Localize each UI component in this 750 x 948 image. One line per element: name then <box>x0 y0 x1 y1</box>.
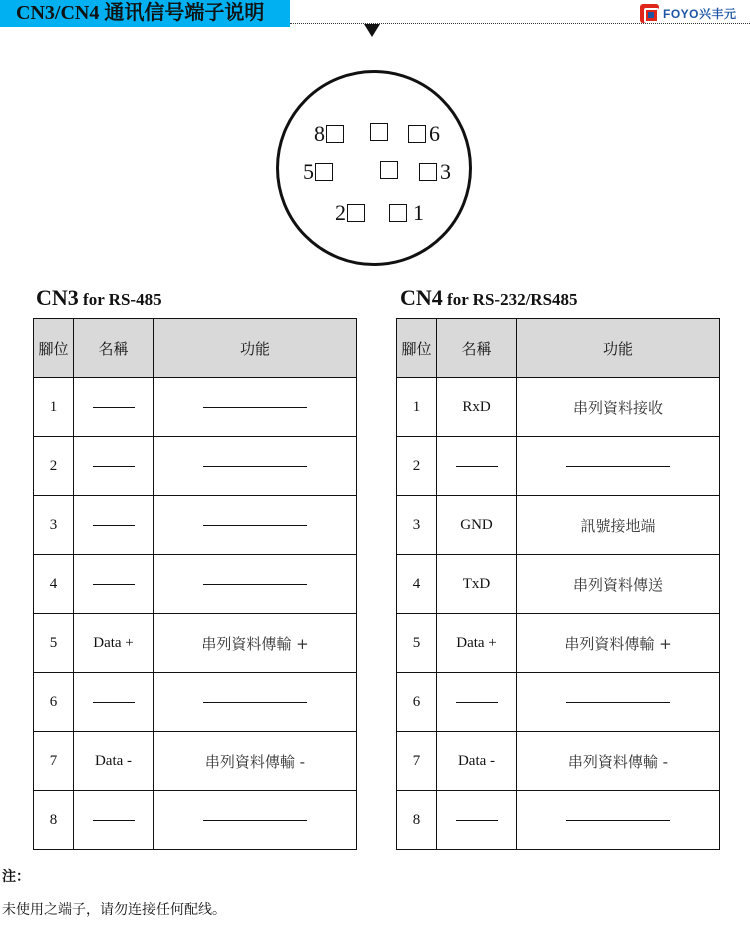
pin-4 <box>380 161 398 179</box>
signal-name-cell: Data - <box>437 732 517 791</box>
table-row <box>397 614 720 673</box>
function-cell <box>154 673 357 732</box>
pin-number-cell: 8 <box>397 791 437 850</box>
function-cell <box>154 791 357 850</box>
table-row <box>397 437 720 496</box>
pin-number-cell: 3 <box>397 496 437 555</box>
table-row <box>34 555 357 614</box>
cn3-title: CN3 for RS-485 <box>36 285 162 310</box>
function-cell: 串列資料接收 <box>517 378 720 437</box>
pin-socket <box>326 125 344 143</box>
signal-name-cell: GND <box>437 496 517 555</box>
pin-number-cell: 2 <box>397 437 437 496</box>
table-row <box>397 732 720 791</box>
signal-name-cell <box>74 378 154 437</box>
unused-dash <box>456 702 498 703</box>
function-cell <box>517 437 720 496</box>
signal-name-cell: TxD <box>437 555 517 614</box>
table-row <box>397 496 720 555</box>
pin-number-cell: 1 <box>397 378 437 437</box>
signal-name-cell <box>74 437 154 496</box>
function-cell: 串列資料傳輸 + <box>154 614 357 673</box>
cn4-pin-table <box>396 318 720 850</box>
pin-label: 1 <box>413 200 424 225</box>
pin-label: 8 <box>314 121 325 146</box>
note-label: 注： <box>2 869 30 885</box>
pin-label: 3 <box>440 159 451 184</box>
pin-8 <box>314 123 344 145</box>
note-text: 未使用之端子，请勿连接任何配线。 <box>2 902 226 918</box>
function-cell <box>154 437 357 496</box>
table-row <box>34 378 357 437</box>
pin-number-cell: 5 <box>397 614 437 673</box>
table-row <box>34 437 357 496</box>
logo-text: FOYO兴丰元 <box>663 6 737 21</box>
column-header-function: 功能 <box>154 319 357 378</box>
pin-6 <box>408 123 440 145</box>
function-cell <box>517 673 720 732</box>
pin-label: 5 <box>303 159 314 184</box>
pin-number-cell: 3 <box>34 496 74 555</box>
function-cell: 串列資料傳輸 + <box>517 614 720 673</box>
pin-number-cell: 4 <box>34 555 74 614</box>
pin-7 <box>370 123 388 141</box>
pin-socket <box>347 204 365 222</box>
down-arrow-icon <box>364 24 380 37</box>
logo-mark-icon <box>640 4 659 23</box>
pin-socket <box>419 163 437 181</box>
pin-2 <box>335 202 365 224</box>
pin-label: 2 <box>335 200 346 225</box>
pin-socket <box>380 161 398 179</box>
brand-logo <box>640 3 737 23</box>
signal-name-cell <box>437 791 517 850</box>
pin-number-cell: 5 <box>34 614 74 673</box>
pin-3 <box>419 161 451 183</box>
signal-name-cell <box>74 673 154 732</box>
unused-dash <box>203 407 307 408</box>
pin-socket <box>315 163 333 181</box>
table-row <box>397 555 720 614</box>
column-header-pin: 腳位 <box>34 319 74 378</box>
pin-number-cell: 1 <box>34 378 74 437</box>
signal-name-cell <box>74 791 154 850</box>
function-cell <box>517 791 720 850</box>
signal-name-cell: RxD <box>437 378 517 437</box>
function-cell: 串列資料傳送 <box>517 555 720 614</box>
unused-dash <box>93 702 135 703</box>
cn4-title: CN4 for RS-232/RS485 <box>400 285 578 310</box>
unused-dash <box>203 584 307 585</box>
table-row <box>34 732 357 791</box>
function-cell: 串列資料傳輸 - <box>154 732 357 791</box>
function-cell: 串列資料傳輸 - <box>517 732 720 791</box>
unused-dash <box>456 820 498 821</box>
pin-socket <box>408 125 426 143</box>
pin-number-cell: 4 <box>397 555 437 614</box>
pin-number-cell: 7 <box>397 732 437 791</box>
unused-dash <box>93 407 135 408</box>
column-header-name: 名稱 <box>437 319 517 378</box>
pin-socket <box>389 204 407 222</box>
column-header-name: 名稱 <box>74 319 154 378</box>
function-cell <box>154 555 357 614</box>
signal-name-cell: Data + <box>74 614 154 673</box>
column-header-function: 功能 <box>517 319 720 378</box>
table-row <box>397 791 720 850</box>
signal-name-cell: Data - <box>74 732 154 791</box>
column-header-pin: 腳位 <box>397 319 437 378</box>
pin-label: 6 <box>429 121 440 146</box>
pin-number-cell: 2 <box>34 437 74 496</box>
unused-dash <box>456 466 498 467</box>
table-row <box>34 791 357 850</box>
signal-name-cell <box>437 437 517 496</box>
pin-number-cell: 8 <box>34 791 74 850</box>
pin-number-cell: 6 <box>34 673 74 732</box>
pin-number-cell: 7 <box>34 732 74 791</box>
function-cell <box>154 378 357 437</box>
table-row <box>397 378 720 437</box>
unused-dash <box>93 525 135 526</box>
page-title: CN3/CN4 通讯信号端子说明 <box>16 2 265 24</box>
unused-dash <box>566 466 670 467</box>
unused-dash <box>93 466 135 467</box>
unused-dash <box>203 702 307 703</box>
unused-dash <box>93 820 135 821</box>
unused-dash <box>203 466 307 467</box>
pin-1 <box>389 202 424 224</box>
pin-number-cell: 6 <box>397 673 437 732</box>
table-row <box>397 673 720 732</box>
connector-diagram <box>276 70 472 266</box>
unused-dash <box>566 702 670 703</box>
pin-socket <box>370 123 388 141</box>
table-row <box>34 614 357 673</box>
unused-dash <box>93 584 135 585</box>
table-row <box>34 673 357 732</box>
signal-name-cell: Data + <box>437 614 517 673</box>
header-divider <box>290 23 750 24</box>
cn3-pin-table <box>33 318 357 850</box>
pin-5 <box>303 161 333 183</box>
unused-dash <box>566 820 670 821</box>
function-cell <box>154 496 357 555</box>
signal-name-cell <box>437 673 517 732</box>
unused-dash <box>203 525 307 526</box>
signal-name-cell <box>74 496 154 555</box>
function-cell: 訊號接地端 <box>517 496 720 555</box>
signal-name-cell <box>74 555 154 614</box>
table-row <box>34 496 357 555</box>
unused-dash <box>203 820 307 821</box>
